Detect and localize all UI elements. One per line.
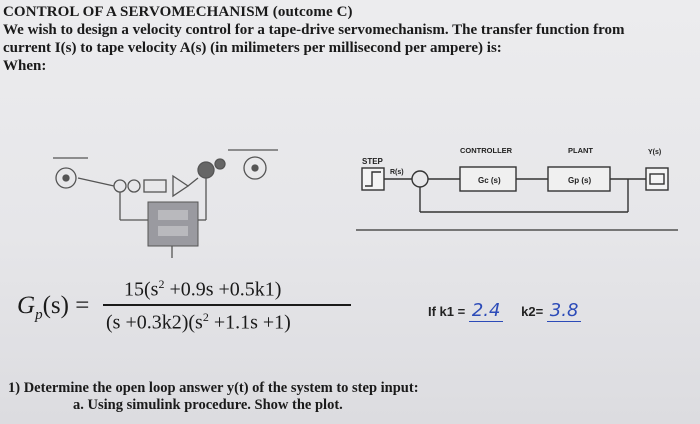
fraction-bar — [103, 304, 351, 306]
step-label: STEP — [362, 157, 383, 166]
page-title: CONTROL OF A SERVOMECHANISM (outcome C) — [3, 4, 353, 20]
formula-g: G — [17, 292, 36, 319]
controller-block: Gc (s) — [478, 176, 501, 185]
numerator-exponent: 2 — [158, 277, 165, 291]
plant-block: Gp (s) — [568, 176, 592, 185]
input-label: R(s) — [390, 169, 404, 176]
denominator-part-a: (s +0.3k2)(s — [106, 311, 203, 334]
k1-label: If k1 = — [428, 304, 466, 319]
k1-value: 2.4 — [469, 300, 504, 322]
parameter-values — [428, 300, 581, 321]
numerator-part-b: +0.9s +0.5k1) — [164, 278, 282, 301]
question-1: 1) Determine the open loop answer y(t) of the system to step input: — [8, 380, 419, 396]
intro-line-1: We wish to design a velocity control for a tape-drive servomechanism. The transfer function from — [3, 22, 625, 38]
output-label: Y(s) — [648, 149, 662, 156]
formula-arg: (s) = — [42, 292, 90, 319]
denominator-exponent: 2 — [202, 310, 209, 324]
formula-sub: p — [35, 307, 43, 323]
controller-label: CONTROLLER — [460, 146, 513, 155]
k2-label: k2= — [521, 304, 544, 319]
intro-line-2: current I(s) to tape velocity A(s) (in milimeters per millisecond per ampere) is: — [3, 40, 502, 56]
formula-denominator — [106, 310, 291, 335]
formula-numerator — [124, 277, 281, 302]
question-1a: a. Using simulink procedure. Show the plot. — [73, 397, 343, 413]
k2-value: 3.8 — [547, 300, 582, 322]
formula-lhs — [17, 292, 89, 324]
intro-line-3: When: — [3, 58, 47, 74]
denominator-part-b: +1.1s +1) — [208, 311, 291, 334]
servomechanism-schematic — [48, 140, 288, 268]
block-diagram — [356, 140, 678, 240]
numerator-part-a: 15(s — [124, 278, 159, 301]
plant-label: PLANT — [568, 146, 593, 155]
